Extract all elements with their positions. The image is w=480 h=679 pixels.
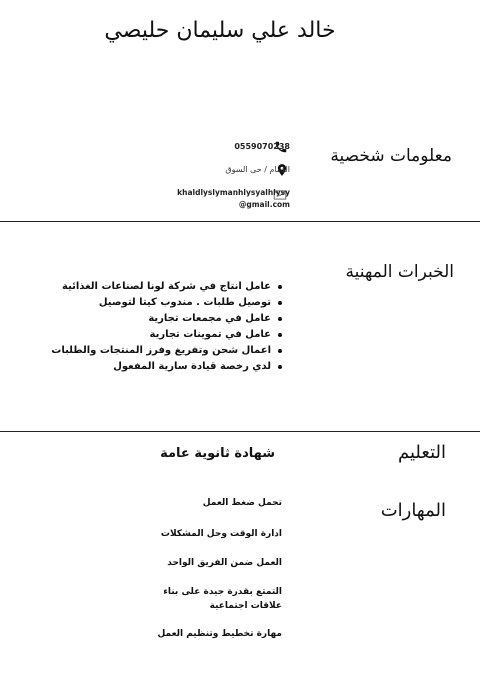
experience-list <box>51 279 282 375</box>
bullet-icon <box>278 349 282 353</box>
experience-item-text: عامل في مجمعات تجارية <box>148 313 271 324</box>
section-title-personal-info: معلومات شخصية <box>330 146 452 166</box>
section-title-skills: المهارات <box>380 500 446 521</box>
skill-item: ادارة الوقت وحل المشكلات <box>160 529 282 539</box>
experience-item-text: اعمال شحن وتفريغ وفرز المنتجات والطلبات <box>51 345 271 356</box>
list-item <box>51 295 282 311</box>
experience-item-text: توصيل طلبات . مندوب كيتا لتوصيل <box>98 297 271 308</box>
email-address[interactable]: khaldlyslymanhlysyalhlysy@gmail.com <box>177 188 290 209</box>
skill-item: التمتع بقدرة جيدة على بناء علاقات اجتماعية <box>163 587 282 611</box>
divider-line <box>0 431 480 432</box>
experience-item-text: عامل انتاج في شركة لونا لصناعات الغذائية <box>62 281 271 292</box>
bullet-icon <box>278 301 282 305</box>
divider-line <box>0 221 480 222</box>
bullet-icon <box>278 333 282 337</box>
list-item <box>51 311 282 327</box>
candidate-name: خالد علي سليمان حليصي <box>104 18 336 43</box>
skill-item: العمل ضمن الفريق الواحد <box>167 558 282 568</box>
section-title-experience: الخبرات المهنية <box>345 262 454 282</box>
experience-item-text: عامل في تموينات تجارية <box>149 329 271 340</box>
bullet-icon <box>278 365 282 369</box>
skill-item: مهارة تخطيط وتنظيم العمل <box>157 629 282 639</box>
list-item <box>51 327 282 343</box>
list-item <box>51 359 282 375</box>
list-item <box>51 279 282 295</box>
skill-item: تحمل ضغط العمل <box>202 498 282 508</box>
education-degree: شهادة ثانوية عامة <box>160 446 275 461</box>
location-text: الدمام / حى السوق <box>225 165 290 174</box>
section-title-education: التعليم <box>398 442 446 463</box>
experience-item-text: لدي رخصة قيادة سارية المفعول <box>113 361 271 372</box>
list-item <box>51 343 282 359</box>
phone-number: 0559070238 <box>234 142 290 151</box>
bullet-icon <box>278 317 282 321</box>
bullet-icon <box>278 285 282 289</box>
